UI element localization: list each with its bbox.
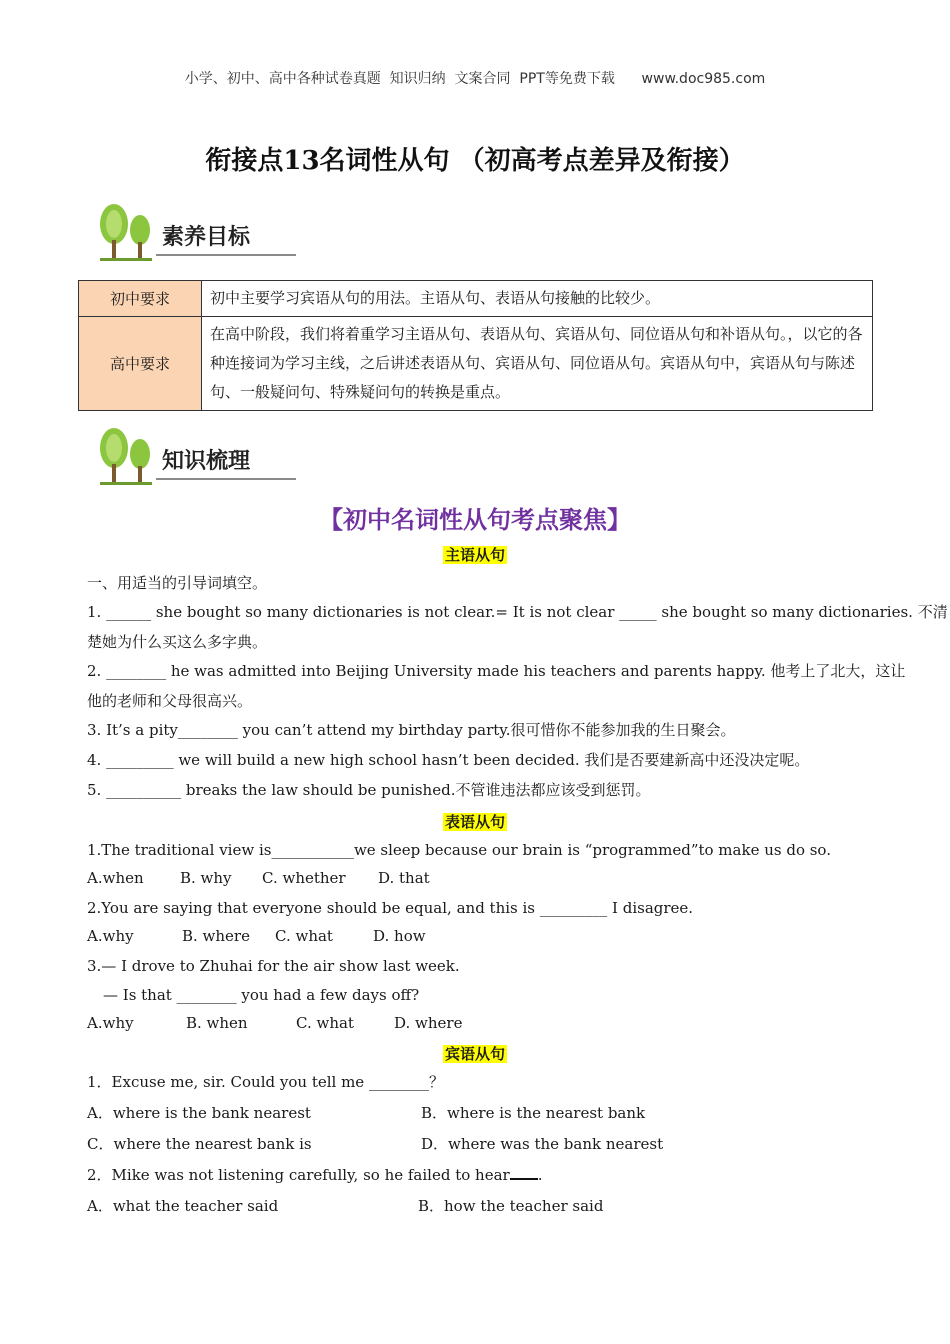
- exercise-line: 4. _________ we will build a new high school hasn’t been decided. 我们是否要建新高中还没决定呢。: [87, 751, 810, 769]
- option-a: A.why: [87, 1014, 134, 1032]
- senior-requirement-label: 高中要求: [79, 317, 202, 411]
- option-d: D. how: [373, 927, 426, 945]
- question-text: 1．Excuse me, sir. Could you tell me ________？: [87, 1073, 444, 1091]
- tree-icon: [96, 424, 156, 488]
- exercise-line: 楚她为什么买这么多字典。: [87, 633, 268, 651]
- question-text: 3.— I drove to Zhuhai for the air show last week.: [87, 957, 460, 975]
- exercise-line: 3. It’s a pity________ you can’t attend my birthday party.很可惜你不能参加我的生日聚会。: [87, 721, 736, 739]
- page-title: 衔接点13名词性从句 （初高考点差异及衔接）: [205, 146, 745, 176]
- site-header: 小学、初中、高中各种试卷真题 知识归纳 文案合同 PPT等免费下载 www.doc985.com: [184, 71, 766, 87]
- instruction-text: 一、用适当的引导词填空。: [87, 574, 268, 592]
- question-text: 2．Mike was not listening carefully, so he failed to hear .: [87, 1166, 543, 1184]
- option-c: C．where the nearest bank is: [87, 1135, 312, 1153]
- option-d: D. where: [394, 1014, 463, 1032]
- knowledge-section-badge: [96, 424, 306, 488]
- option-c: C. what: [296, 1014, 354, 1032]
- exercise-line: 2. ________ he was admitted into Beijing University made his teachers and parents happy. 他考上了北大，这让: [87, 662, 906, 680]
- exercise-line: 5. __________ breaks the law should be punished.不管谁违法都应该受到惩罚。: [87, 781, 651, 799]
- section-underline: [156, 254, 296, 256]
- option-b: B．where is the nearest bank: [421, 1104, 646, 1122]
- option-a: A．what the teacher said: [87, 1197, 279, 1215]
- question-text: 2.You are saying that everyone should be equal, and this is _________ I disagree.: [87, 899, 694, 917]
- junior-requirement-label: 初中要求: [79, 281, 202, 317]
- option-b: B. why: [180, 869, 232, 887]
- goals-section-badge: [96, 200, 306, 264]
- option-b: B. where: [182, 927, 250, 945]
- exercise-line: 1. ______ she bought so many dictionaries is not clear.= It is not clear _____ she bought so many dictionaries. 不清: [87, 603, 948, 621]
- subject-clause-heading: 主语从句: [444, 546, 505, 564]
- table-row: [79, 317, 873, 411]
- focus-title: 【初中名词性从句考点聚焦】: [319, 506, 631, 534]
- option-c: C. whether: [262, 869, 346, 887]
- option-d: D．where was the bank nearest: [421, 1135, 664, 1153]
- senior-requirement-text: 在高中阶段，我们将着重学习主语从句、表语从句、宾语从句、同位语从句和补语从句。，以它的各种连接词为学习主线，之后讲述表语从句、宾语从句、同位语从句。宾语从句中，宾语从句与陈述句、一般疑问句、特殊疑问句的转换是重点。: [202, 317, 873, 411]
- object-clause-heading: 宾语从句: [444, 1045, 505, 1063]
- requirements-table: [78, 280, 873, 411]
- option-b: B. when: [186, 1014, 248, 1032]
- question-text: 1.The traditional view is___________we sleep because our brain is “programmed”to make us do so.: [87, 841, 831, 859]
- option-a: A.when: [87, 869, 144, 887]
- option-b: B．how the teacher said: [418, 1197, 604, 1215]
- question-text: — Is that ________ you had a few days off?: [103, 986, 420, 1004]
- knowledge-section-title: 知识梳理: [162, 449, 251, 474]
- predicative-clause-heading: 表语从句: [444, 813, 505, 831]
- table-row: [79, 281, 873, 317]
- option-c: C. what: [275, 927, 333, 945]
- answer-blank: [510, 1164, 538, 1180]
- section-underline: [156, 478, 296, 480]
- tree-icon: [96, 200, 156, 264]
- junior-requirement-text: 初中主要学习宾语从句的用法。主语从句、表语从句接触的比较少。: [202, 281, 873, 317]
- option-d: D. that: [378, 869, 430, 887]
- goals-section-title: 素养目标: [162, 225, 251, 250]
- option-a: A．where is the bank nearest: [87, 1104, 311, 1122]
- exercise-line: 他的老师和父母很高兴。: [87, 692, 253, 710]
- option-a: A.why: [87, 927, 134, 945]
